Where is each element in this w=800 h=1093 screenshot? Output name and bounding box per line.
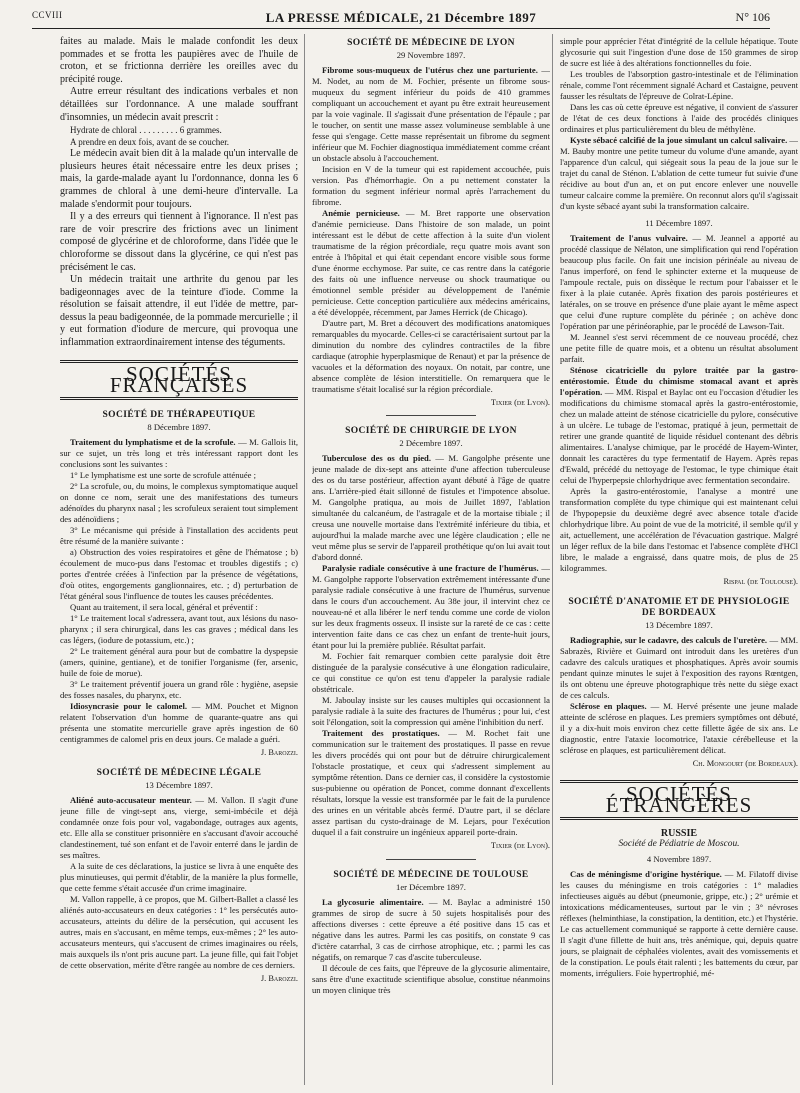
paragraph: M. Fochier fait remarquer combien cette paralysie doit être distinguée de la paralysie consécutive à une élongation radiculaire, ce qui constitue ce qu'on est tenu d'appeler la paralysie radiale obstétricale.: [312, 651, 550, 695]
page-number: N° 106: [735, 10, 770, 24]
society-date: 8 Décembre 1897.: [147, 421, 211, 432]
separator-rule: [386, 859, 476, 860]
article-title: Paralysie radiale consécutive à une fracture de l'humérus.: [322, 563, 539, 574]
article-title: Aliéné auto-accusateur menteur.: [70, 795, 192, 806]
signature: Tixier (de Lyon).: [490, 398, 550, 408]
society-date: 4 Novembre 1897.: [646, 853, 712, 864]
column-1: [60, 36, 298, 1086]
paragraph: Les troubles de l'absorption gastro-intestinale et de l'élimination rénale, comme l'ont récemment signalé Achard et Castaigne, peuvent fausser les résultats de l'épreuve de Colrat-Lépine.: [560, 69, 798, 101]
article: [560, 365, 798, 486]
journal-title: LA PRESSE MÉDICALE, 21 Décembre 1897: [265, 10, 537, 25]
session-date: 11 Décembre 1897.: [645, 218, 713, 228]
list-item: 2° La scrofule, ou, du moins, le complexus symptomatique auquel on donne ce nom, serait une des manifestations des tumeurs adénoïdes du pharynx nasal ; les scrofuleux seraient tout simplement des adénoïdiens ;: [60, 481, 298, 525]
article-text: — MM. Rispal et Baylac ont eu l'occasion d'étudier les modifications du chimisme stomacal après la gastro-entérostomie, chez un malade atteint de sténose cicatricielle du pylore, consécutive à un ulcère. Le tubage de l'estomac, pratiqué à jeun, permettait de retirer une grande quantité de liquide résiduel contenant des débris alimentaires. L'analyse chimique, par le procédé de Hayem-Winter, donnait les caractères du type fermentatif de Hayem. Après repas d'Ewald, précédé du nettoyage de l'estomac, le type chimique était celui de l'hyperpepsie chlorhydrique avec fermentation secondaire.: [560, 387, 798, 486]
society-date: 2 Décembre 1897.: [399, 438, 463, 449]
article-title: Anémie pernicieuse.: [322, 208, 400, 219]
article-text: — MM. Pouchet et Mignon relatent l'observation d'un homme de quarante-quatre ans qui présenta une stomatite mercurielle grave après ingestion de 60 centigrammes de calomel pris en deux jours. Ce malade a guéri.: [60, 701, 298, 745]
list-item: 3° Le mécanisme qui préside à l'installation des accidents peut être résumé de la manière suivante :: [60, 525, 298, 547]
article-text: — M. Gangolphe présente une jeune malade de dix-sept ans atteinte d'une affection tuberculeuse des os du tarse postérieur, affection ayant débuté à l'âge de quatre ans. L'arrière-pied était sillonné de fistules et l'impotence absolue. M. Gangolphe pratiqua, au mois de Juillet 1897, l'ablation simultanée du calcanéum, de l'astragale et de la mortaise tibiale ; il creusa une nouvelle mortaise dans l'extrémité inférieure du tibia, et aujourd'hui la malade marche avec une légère claudication ; elle ne veut même plus se servir de l'appareil prothétique qu'on lui avait tout d'abord donné.: [312, 453, 550, 563]
article-text: — M. Gallois lit, sur ce sujet, un très long et très intéressant rapport dont les conclusions sont les suivantes :: [60, 437, 298, 470]
article: [60, 795, 298, 861]
signature: J. Barozzi.: [260, 974, 298, 984]
prescription-line: A prendre en deux fois, avant de se coucher.: [70, 137, 229, 148]
society-heading: SOCIÉTÉ DE MÉDECINE DE LYON: [347, 38, 515, 48]
list-item: 2° Le traitement général aura pour but de combattre la dyspepsie (amers, quinine, gentiane), et de tonifier l'organisme (fer, arsenic, huile de foie de morue).: [60, 646, 298, 679]
article-title: Idiosyncrasie pour le calomel.: [70, 701, 188, 712]
society-date: 1er Décembre 1897.: [396, 881, 466, 892]
column-2: [312, 36, 550, 1086]
column-separator: [552, 34, 553, 1085]
prescription-line: Hydrate de chloral . . . . . . . . . 6 grammes.: [70, 125, 222, 136]
article: [60, 437, 298, 470]
signature: Tixier (de Lyon).: [490, 841, 550, 851]
signature: J. Barozzi.: [260, 748, 298, 758]
article-title: Fibrome sous-muqueux de l'utérus chez une parturiente.: [322, 65, 538, 76]
article-text: — M. Baylac a administré 150 grammes de sirop de sucre à 50 sujets hospitalisés pour des affections diverses : cette épreuve a été positive dans 15 cas et négative dans les autres. Parmi les cas positifs, on constate 9 cas d'ictère catarrhal, 3 cas de cirrhose atrophique, etc. ; parmi les cas négatifs, on remarque 7 cas d'ascite tuberculeuse.: [312, 896, 550, 962]
list-item: 1° Le traitement local s'adressera, avant tout, aux lésions du naso-pharynx ; il sera chirurgical, dans les cas graves ; médical dans les cas légers, (iodure de potassium, etc.) ;: [60, 613, 298, 646]
article: [312, 453, 550, 563]
paragraph: Quant au traitement, il sera local, général et préventif :: [70, 602, 258, 613]
article: [560, 701, 798, 756]
article-text: — M. Jeannel a apporté au procédé classique de Nélaton, une simplification qui rend l'opération beaucoup plus facile. On fait une incision périnéale au niveau de l'anus imperforé, on fend le sphincter externe et la muqueuse de l'ampoule rectale, puis on dissèque le rectum pour l'abaisser et le fixer à la plaie cutanée. Après fixation des parois postérieures et latérales, on se trouve en présence d'une plaie ayant le même aspect que celui d'une rupture complète du périnée ; on achève donc l'opération par une périnéoraphie, par le procédé de Lawson-Tait.: [560, 233, 798, 332]
article-text: — M. Nodet, au nom de M. Fochier, présente un fibrome sous-muqueux du segment inférieur du poids de 410 grammes compliquant un accouchement et ayant pu être extrait heureusement par la voie vaginale. Il s'agissait d'une présentation de l'épaule ; par le toucher, on sentit une masse assez volumineuse semblable à une fesse qui s'engage. Cette masse représentait un fibrome du segment inférieur que M. Fochier diagnostiqua immédiatement comme créant un obstacle absolu à l'accouchement.: [312, 65, 550, 164]
society-heading: Société de Pédiatrie de Moscou.: [618, 838, 740, 849]
article-title: Radiographie, sur le cadavre, des calculs de l'uretère.: [570, 635, 768, 646]
article: [560, 635, 798, 701]
article-text: — M. Gangolphe rapporte l'observation extrêmement intéressante d'une paralysie radiale consécutive à une fracture de l'humérus, survenue dans le cours d'un accouchement. Au 38e jour, il intervint chez ce nouveau-né et alla libérer le nerf tendu comme une corde de violon sur les deux fragments osseux. Il insiste sur la rareté de ce cas : cette intervention faite dans ce cas chez un enfant de trente-huit jours, étant pour lui la première publiée. Résultat parfait.: [312, 563, 550, 651]
article: [560, 233, 798, 332]
article: [312, 728, 550, 838]
article: [60, 701, 298, 745]
paragraph: Autre erreur résultant des indications verbales et non détaillées sur l'ordonnance. A une malade souffrant d'insomnies, un médecin avait prescrit :: [60, 86, 298, 123]
society-date: 29 Novembre 1897.: [396, 50, 466, 61]
list-item: a) Obstruction des voies respiratoires et gêne de l'hématose ; b) écoulement de muco-pus dans l'estomac et troubles digestifs ; c) portes d'entrée créées à l'infection par la présence de végétations, d'où otites, engorgements ganglionnaires, etc. ; d) perturbation de l'état général sous l'influence de toutes les causes précédentes.: [60, 547, 298, 602]
paragraph: M. Jeannel s'est servi récemment de ce nouveau procédé, chez une petite fille de quatre mois, et a obtenu un résultat absolument parfait.: [560, 332, 798, 365]
list-item: 3° Le traitement préventif jouera un grand rôle : hygiène, asepsie des fosses nasales, du pharynx, etc.: [60, 679, 298, 701]
article: [312, 897, 550, 963]
society-date: 13 Décembre 1897.: [645, 620, 713, 631]
article-text: — M. Bauby montre une petite tumeur du volume d'une amande, ayant l'apparence d'un calcul, qui siégeait sous la peau de la joue sur le trajet du canal de Sténon. L'ablation de cette tumeur fut suivie d'une récidive au bout d'un an, et on put encore enlever une nouvelle tumeur calcaire comme la première. On reconnut alors qu'il s'agissait d'un kyste sébacé ayant subi la transformation calcaire.: [560, 135, 798, 211]
society-heading: SOCIÉTÉ DE MÉDECINE LÉGALE: [96, 768, 262, 779]
paragraph: M. Jaboulay insiste sur les causes multiples qui occasionnent la paralysie radiale à la suite des fractures de l'humérus ; pour lui, c'est soit l'élongation, soit la compression qui amène l'inhibition du nerf.: [312, 695, 550, 728]
signature: Ch. Mongourt (de Bordeaux).: [692, 759, 798, 769]
article: [312, 563, 550, 651]
article-title: Traitement du lymphatisme et de la scrofule.: [70, 437, 236, 448]
paragraph: faites au malade. Mais le malade confondit les deux pommades et se frotta les paupières avec de l'huile de croton, et se frictionna derrière les oreilles avec du précipité rouge.: [60, 36, 298, 85]
paragraph: Dans les cas où cette épreuve est négative, il convient de s'assurer de l'état de ces deux fonctions à l'aide des procédés cliniques ordinaires et plus particulièrement du bleu de méthylène.: [560, 102, 798, 134]
article-text: — M. Hervé présente une jeune malade atteinte de sclérose en plaques. Les premiers symptômes ont débuté, il y a dix-huit mois environ chez cette fillette âgée de six ans. Le diagnostic, entre l'ataxie locomotrice, l'ataxie cérébelleuse et la sclérose en plaques, est particulièrement délicat.: [560, 701, 798, 756]
paragraph: Il y a des erreurs qui tiennent à l'ignorance. Il n'est pas rare de voir prescrire des frictions avec un liniment composé de glycérine et de chloroforme, dans l'idée que le chloroforme se dissout dans la glycérine, ce qui n'est pas précisément le cas.: [60, 211, 298, 273]
article-title: Kyste sébacé calcifié de la joue simulant un calcul salivaire.: [570, 135, 788, 145]
society-date: 13 Décembre 1897.: [145, 780, 213, 791]
paragraph: M. Vallon rappelle, à ce propos, que M. Gilbert-Ballet a classé les aliénés auto-accusateurs en deux catégories : 1° les persécutés auto-accusateurs, atteints du délire de la persécution, qui accusent les autres, mais en s'accusant, en même temps, eux-mêmes ; 2° les auto-accusateurs menteurs, qui s'accusent de crimes imaginaires ou réels, mais auxquels ils n'ont pris aucune part. La jeune fille, qui fait l'objet de cette observation, mérite d'être rangée au nombre de ces derniers.: [60, 894, 298, 971]
article-title: Cas de méningisme d'origine hystérique.: [570, 869, 722, 880]
paragraph: A la suite de ces déclarations, la justice se livra à une enquête des plus minutieuses, qui permit d'établir, de la manière la plus formelle, que cette femme s'était accusée d'un crime imaginaire.: [60, 861, 298, 894]
article-text: — MM. Sabrazès, Rivière et Guimard ont introduit dans les uretères d'un cadavre des calculs uratiques et phosphatiques. Après avoir soumis pendant quinze minutes le sujet à l'exposition des rayons Rœntgen, ils ont obtenu une épreuve photographique très nette du siège exact de ces calculs.: [560, 635, 798, 701]
article: [560, 135, 798, 212]
paragraph: Après la gastro-entérostomie, l'analyse a montré une transformation complète du type chimique qui est maintenant celui de l'hypopepsie du deuxième degré avec absence totale d'acide chlorhydrique libre. Au point de vue de la motricité, il semble qu'il y ait, actuellement, une accélération de l'évacuation gastrique. Malgré un léger reflux de la bile dans l'estomac et l'absence complète d'HCl libre, le malade a engraissé, dans quatre mois, de plus de 25 kilogrammes.: [560, 486, 798, 574]
article: [312, 65, 550, 164]
country-heading: RUSSIE: [660, 827, 698, 839]
article-title: Traitement des prostatiques.: [322, 728, 440, 739]
society-heading: SOCIÉTÉ DE THÉRAPEUTIQUE: [102, 409, 256, 420]
society-heading: SOCIÉTÉ DE MÉDECINE DE TOULOUSE: [333, 869, 529, 880]
page-header: [32, 6, 770, 28]
paragraph: Le médecin avait bien dit à la malade qu'un intervalle de plusieurs heures était nécessaire entre les deux prises ; mais, la garde-malade ayant lu l'ordonnance, donna les 6 grammes de chloral à une demi-heure d'intervalle. La malade s'endormit pour toujours.: [60, 148, 298, 210]
paragraph: simple pour apprécier l'état d'intégrité de la cellule hépatique. Toute glycosurie qui suit l'ingestion d'une dose de 150 grammes de sirop de sucre est liée à des altérations fonctionnelles du foie.: [560, 36, 798, 68]
article-text: — M. Filatoff divise les causes du méningisme en trois catégories : 1° maladies infectieuses aiguës au début (pneumonie, grippe, etc.) ; 2° urémie et intoxications médicamenteuses, surtout par le vin ; 3° névroses réflexes (helminthiase, la constipation, la dentition, etc.) et l'hystérie. Le cas actuellement communiqué se rapporte à cette dernière cause. Il s'agit d'une fillette de huit ans, très anémique, qui, depuis quatre jours, se plaignait de céphalées violentes, avait des vomissements et de la constipation. Le pouls était ralenti ; les battements du cœur, par moments, irréguliers. Foie hypertrophié, mé-: [560, 869, 798, 979]
section-banner-societes-etrangeres: SOCIÉTÉS ÉTRANGÈRES: [560, 780, 798, 820]
section-banner-societes-francaises: SOCIÉTÉS FRANÇAISES: [60, 360, 298, 400]
society-heading: SOCIÉTÉ D'ANATOMIE ET DE PHYSIOLOGIE DE BORDEAUX: [568, 597, 790, 619]
column-separator: [304, 34, 305, 1085]
paragraph: D'autre part, M. Bret a découvert des modifications anatomiques remarquables du myocarde. Celles-ci se caractérisaient surtout par la diminution du nombre des cylindres contractiles de la fibre cardiaque (atrophie hyperplasmique de Renaut) et par la présence de vacuoles et la déformation des noyaux. On notait, par contre, une absence complète de lésion interstitielle. On remarquera que le traumatisme s'était localisé sur la région précordiale.: [312, 318, 550, 395]
paragraph: Un médecin traitait une arthrite du genou par les badigeonnages avec de la teinture d'iode. Comme la résolution se faisait attendre, il eut l'idée de mettre, par-dessus la peau badigeonnée, de la pommade mercurielle ; il y eut formation d'iodure de mercure, qui provoqua une inflammation extraordinairement intense des téguments.: [60, 274, 298, 349]
header-rule: [32, 28, 770, 29]
article-title: Sclérose en plaques.: [570, 701, 647, 712]
folio: CCVIII: [32, 10, 63, 20]
society-heading: SOCIÉTÉ DE CHIRURGIE DE LYON: [345, 426, 517, 437]
article-text: — M. Rochet fait une communication sur le traitement des prostatiques. Il passe en revue les divers procédés qui ont pour but de détruire chirurgicalement l'obstacle prostatique, et ceux qui s'adressent simplement au symptôme rétention. Dans ce dernier cas, il considère la cystostomie sus-pubienne ou opération de Poncet, comme donnant d'excellents résultats, lorsque la vessie est transformée par le fait de la purulence des urines en un véritable abcès fermé. D'autre part, il se déclare assez partisan du cysto-drainage de M. Lejars, pour l'exécution duquel il a fait construire un ingénieux appareil porte-drain.: [312, 728, 550, 838]
article-text: — M. Vallon. Il s'agit d'une jeune fille de vingt-sept ans, vierge, semi-imbécile et déjà condamnée onze fois pour vol, vagabondage, outrages aux agents, etc. Elle alla se constituer prisonnière en s'accusant d'avoir accouché clandestinement, tué son enfant et de l'avoir enterré dans le jardin de ses maîtres.: [60, 795, 298, 861]
article-text: — M. Bret rapporte une observation d'anémie pernicieuse. Dans l'histoire de son malade, un point intéressant est le début de cette affection à la suite d'un violent traumatisme de la région précordiale, reçu quatre mois avant son entrée à l'hôpital et qui était cependant encore visible sous forme d'une énorme ecchymose. Par suite, ce cas rentre dans la catégorie des faits où une influence nerveuse ou shock traumatique ou émotionnel semble présider au développement de l'anémie pernicieuse. Cette conception particulière aux médecins américains, a été développée, récemment, par James Herrick (de Chicago).: [312, 208, 550, 318]
article-title: Traitement de l'anus vulvaire.: [570, 233, 688, 244]
article: [560, 869, 798, 979]
list-item: 1° Le lymphatisme est une sorte de scrofule atténuée ;: [70, 470, 256, 481]
article-title: Tuberculose des os du pied.: [322, 453, 431, 464]
article: [312, 208, 550, 318]
paragraph: Incision en V de la tumeur qui est rapidement accouchée, puis version. Pas d'hémorrhagie. On a pu nettement constater la formation du segment inférieur normal après l'arrachement du fibrome.: [312, 164, 550, 208]
article-title: Sténose cicatricielle du pylore traitée par la gastro-entérostomie. Étude du chimisme stomacal avant et après l'opération.: [560, 365, 798, 398]
signature: Rispal (de Toulouse).: [723, 577, 798, 587]
paragraph: Il découle de ces faits, que l'épreuve de la glycosurie alimentaire, sans être d'une exactitude scientifique absolue, constitue néanmoins un moyen clinique très: [312, 962, 550, 995]
separator-rule: [386, 415, 476, 416]
article-title: La glycosurie alimentaire.: [322, 896, 424, 907]
column-3: [560, 36, 798, 1086]
